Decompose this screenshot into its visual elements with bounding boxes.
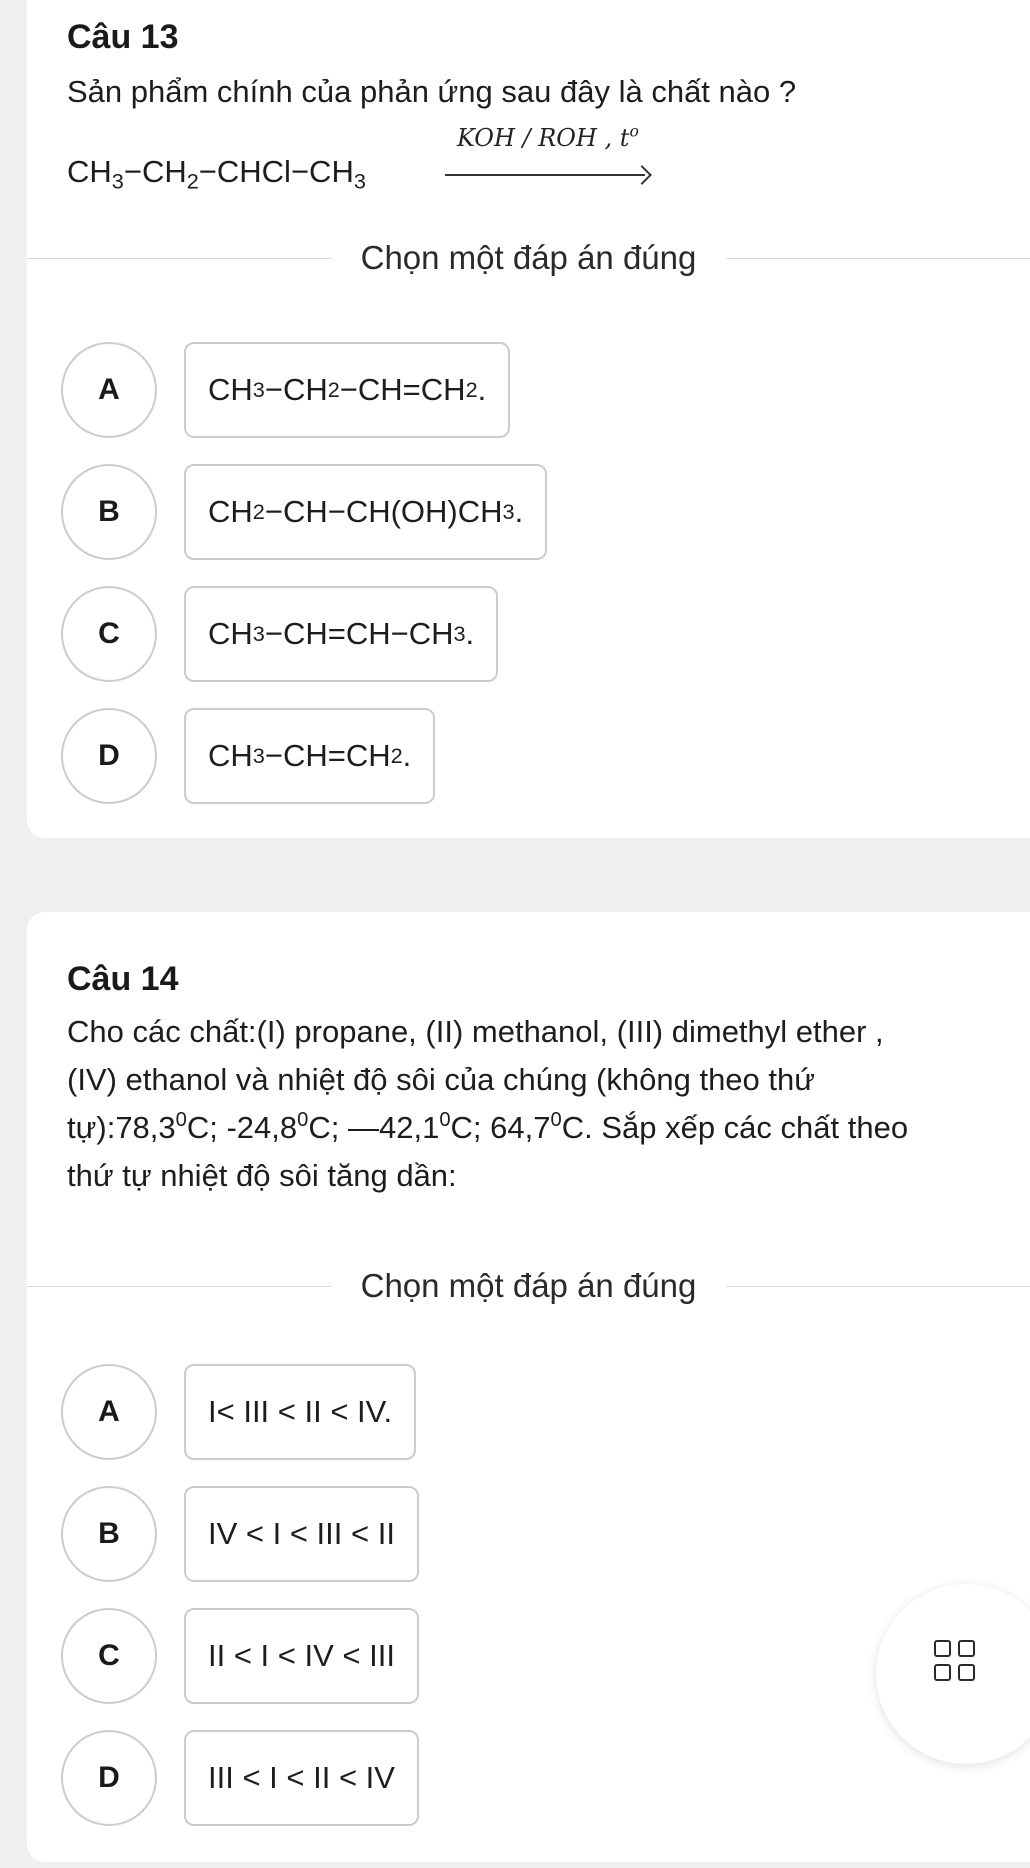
option-letter[interactable]: B — [61, 1486, 157, 1582]
choose-one-label: Chọn một đáp án đúng — [331, 239, 727, 276]
choose-one-label: Chọn một đáp án đúng — [331, 1267, 727, 1304]
option-answer[interactable]: IV < I < III < II — [184, 1486, 419, 1582]
choose-one-divider — [27, 1266, 1030, 1306]
grid-icon — [934, 1640, 978, 1684]
option-letter[interactable]: D — [61, 708, 157, 804]
option-letter[interactable]: C — [61, 586, 157, 682]
option-answer[interactable]: CH 3 −CH 2 −CH=CH 2 . — [184, 342, 510, 438]
choose-one-divider — [27, 238, 1030, 278]
question-card-14 — [27, 912, 1030, 1862]
option-letter[interactable]: A — [61, 1364, 157, 1460]
option-answer[interactable]: III < I < II < IV — [184, 1730, 419, 1826]
option-answer[interactable]: CH 3 −CH=CH 2 . — [184, 708, 435, 804]
question-card-13 — [27, 0, 1030, 838]
question-text: Cho các chất:(I) propane, (II) methanol, (III) dimethyl ether , (IV) ethanol và nhiệt độ sôi của chúng (không theo thứ tự):78,3$^0$C; -24,8$^0$C; —42,1$^0$C; 64,7$^0$C. Sắp xếp các chất theo thứ tự nhiệt độ sôi tăng dần: — [67, 1014, 909, 1193]
reaction-arrow — [443, 120, 673, 200]
option-letter[interactable]: D — [61, 1730, 157, 1826]
arrow-right-icon — [632, 165, 652, 185]
option-answer[interactable]: I< III < II < IV. — [184, 1364, 416, 1460]
reactant-formula: $CH_3-CH_2-CHCl-CH_3$ — [67, 154, 366, 194]
option-answer[interactable]: II < I < IV < III — [184, 1608, 419, 1704]
question-text: Sản phẩm chính của phản ứng sau đây là chất nào ? — [67, 74, 797, 109]
option-answer[interactable]: CH 2 −CH−CH(OH)CH 3 . — [184, 464, 547, 560]
option-letter[interactable]: C — [61, 1608, 157, 1704]
option-letter[interactable]: A — [61, 342, 157, 438]
reaction-condition: KOH / ROH , $t^o$ — [457, 122, 639, 152]
option-answer[interactable]: CH 3 −CH=CH−CH 3 . — [184, 586, 498, 682]
question-title: Câu 13 — [67, 18, 179, 56]
question-title: Câu 14 — [67, 960, 179, 998]
option-letter[interactable]: B — [61, 464, 157, 560]
